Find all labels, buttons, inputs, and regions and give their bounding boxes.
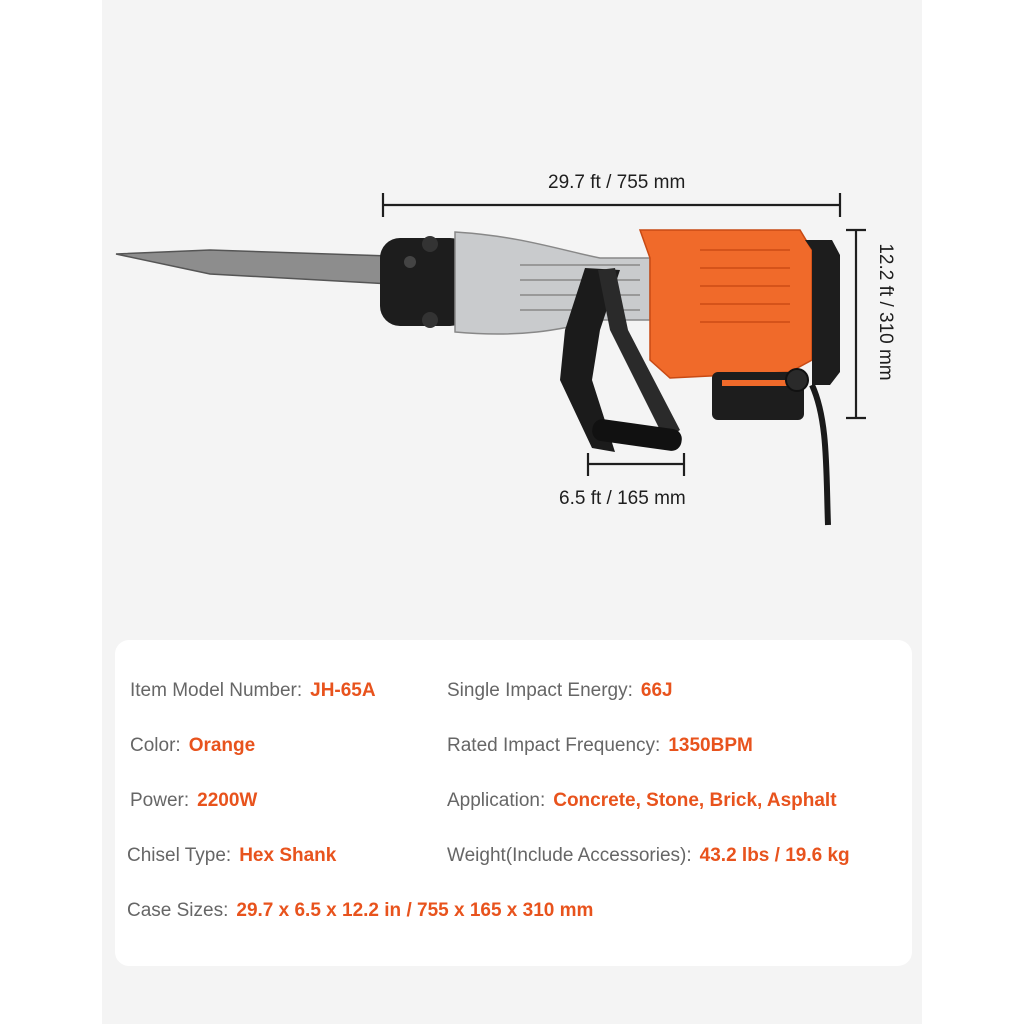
spec-label: Weight(Include Accessories):: [447, 845, 692, 866]
spec-color: [130, 735, 255, 757]
spec-application: [447, 790, 837, 812]
spec-label: Application:: [447, 790, 546, 811]
spec-chisel: [127, 845, 336, 867]
spec-label: Chisel Type:: [127, 845, 232, 866]
spec-label: Single Impact Energy:: [447, 680, 633, 701]
spec-frequency: [447, 735, 753, 757]
spec-case-size: [127, 900, 593, 922]
spec-label: Item Model Number:: [130, 680, 303, 701]
spec-value: 66J: [640, 680, 673, 701]
spec-value: 43.2 lbs / 19.6 kg: [699, 845, 850, 866]
spec-value: 1350BPM: [668, 735, 753, 756]
spec-label: Rated Impact Frequency:: [447, 735, 661, 756]
height-dimension-label: 12.2 ft / 310 mm: [875, 243, 896, 381]
spec-label: Power:: [130, 790, 190, 811]
spec-label: Case Sizes:: [127, 900, 229, 921]
spec-value: Concrete, Stone, Brick, Asphalt: [553, 790, 837, 811]
spec-model: [130, 680, 376, 702]
power-cord: [812, 385, 828, 525]
spec-value: Orange: [188, 735, 256, 756]
spec-value: Hex Shank: [239, 845, 337, 866]
spec-value: JH-65A: [310, 680, 376, 701]
spec-weight: [447, 845, 850, 867]
chisel-bit: [116, 250, 392, 284]
spec-label: Color:: [130, 735, 181, 756]
spec-power: [130, 790, 257, 812]
handle-width-dimension-label: 6.5 ft / 165 mm: [559, 488, 686, 509]
demolition-hammer-image: [116, 230, 840, 525]
spec-energy: [447, 680, 673, 702]
length-dimension-label: 29.7 ft / 755 mm: [548, 172, 686, 193]
spec-value: 2200W: [197, 790, 258, 811]
spec-value: 29.7 x 6.5 x 12.2 in / 755 x 165 x 310 mm: [236, 900, 594, 921]
